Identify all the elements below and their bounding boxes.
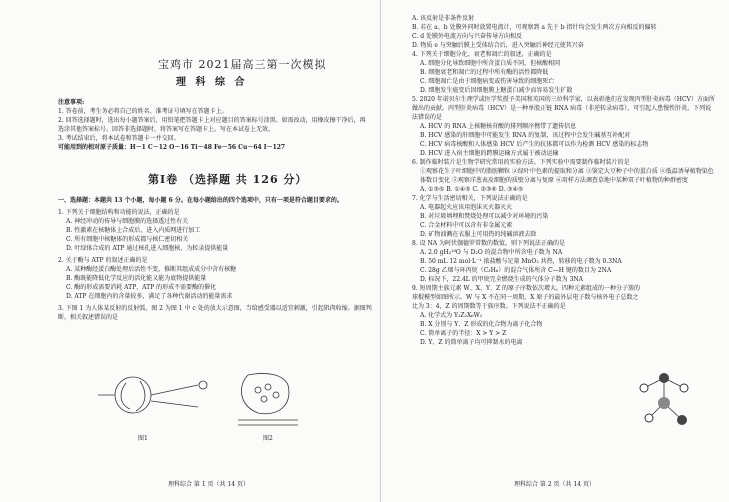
- text-line: D. 矿物油溅在衣服上可用热的纯碱溶液去除: [420, 231, 537, 238]
- reflex-arc-figures: [88, 365, 348, 445]
- text-line: D. 物质 e 与突触后膜上受体结合后，进入突触后神经元使其兴奋: [412, 42, 584, 49]
- text-line: D. 标况下，22.4L 的甲烷完全燃烧生成的气体分子数为 3NA: [420, 276, 583, 283]
- question-list-right: [412, 14, 717, 347]
- atomic-mass-note: 可能用到的相对原子质量：H－1 C－12 O－16 Ti－48 Fe－56 Cu－64 I－127: [58, 144, 286, 151]
- exam-title: 宝鸡市 2021届高三第一次模拟: [158, 58, 327, 71]
- question-option: D. ATP 在细胞内的含量较多，满足了各种代谢活动的能量需求: [66, 293, 233, 300]
- question-option: C. 酶的形成需要消耗 ATP，ATP 的形成不需要酶的催化: [66, 284, 217, 291]
- text-line: 7. 化学与生活密切相关，下列说法正确的是: [412, 195, 528, 202]
- text-line: 6. 制作临时装片是生物学研究常用的实验方法。下列实验中需要制作临时装片的是: [412, 159, 630, 166]
- question-stem: 3. 下图 1 为人体某反射的反射弧，图 2 为图 1 中 c 处的放大示意图，当给感受器以适宜刺激，引起肌肉收缩。据图判断，相关叙述错误的是: [58, 305, 372, 321]
- left-page: [28, 0, 378, 502]
- question-option: A. 某种酶经蛋白酶处理后活性不变，推断其组成成分中含有核糖: [66, 266, 237, 273]
- figure-1-drawing: [98, 377, 207, 413]
- text-line: A. 细胞分化导致细胞中所含蛋白质不同，但核酸相同: [420, 60, 561, 67]
- text-line: A. 化学式为 Y₂Z₂X₆W₂: [420, 312, 483, 319]
- text-line: B. X 分别与 Y、Z 形成的化合物为离子化合物: [420, 321, 543, 328]
- question-stem: 1. 下列关于细胞结构和功能的说法，正确的是: [58, 209, 180, 216]
- text-line: D. Y、Z 的简单离子均可抑制水的电离: [420, 339, 523, 346]
- text-line: B. 若在 a、b 处膜外同时放置电流计，可观察到 a 先于 b 指针均会发生两次方向相反的偏转: [412, 24, 657, 31]
- right-page: [384, 0, 720, 502]
- figure-area: [88, 365, 348, 445]
- text-line: B. 50 mL 12 mol·L⁻¹ 浓盐酸与足量 MnO₂ 共热，转移的电子数为 0.3NA: [420, 258, 622, 265]
- text-line: 4. 下列关于细胞分化、衰老和凋亡的叙述，正确的是: [412, 51, 552, 58]
- text-line: A. 2.0 gH₂¹⁸O 与 D₂O 的混合物中所含电子数为 NA: [420, 249, 563, 256]
- text-line: D. HCV 进入宿主细胞的跨膜运输方式属于被动运输: [420, 150, 559, 157]
- notes-section: [58, 98, 368, 152]
- note-item: 1. 答卷前，考生务必将自己的姓名、准考证号填写在答题卡上。: [58, 108, 228, 115]
- note-item: 3. 考试结束后，将本试卷和答题卡一并交回。: [58, 135, 180, 142]
- figure-2-label: 图2: [263, 435, 273, 442]
- text-line: A. ①③⑤ B. ①④⑤ C. ②③⑥ D. ③④⑤: [420, 186, 524, 193]
- text-line: C. 简单离子的半径：X > Y > Z: [420, 330, 507, 337]
- figure-1-label: 图1: [138, 435, 148, 442]
- molecule-ball-stick-model: [634, 368, 704, 438]
- text-line: A. HCV 的 RNA 上核糖核苷酸的排列顺序携带了遗传信息: [420, 123, 577, 130]
- question-option: C. 所有细胞中核糖体的形成都与核仁密切相关: [66, 236, 189, 243]
- note-item: 2. 回答选择题时，选出每小题答案后，用铅笔把答题卡上对应题目的答案标号涂黑。如需改动，用橡皮擦干净后，再选涂其他答案标号。回答非选择题时，将答案写在答题卡上。写在本试卷上无效。: [58, 117, 366, 133]
- text-line: 9. 短周期主族元素 W、X、Y、Z 的原子序数依次增大。四种元素组成的一种分子簇的球棍模型如图所示。W 与 X 不在同一周期，X 原子的最外层电子数与核外电子总数之比为 3：4，Z 的周期数等于族序数。下列说法不正确的是: [412, 285, 641, 310]
- page-footer: 理科综合 第 2 页（共 14 页）: [514, 481, 595, 488]
- text-line: C. 细胞凋亡是由于细胞病变或伤害导致的细胞死亡: [420, 78, 555, 85]
- question-stem: 2. 关于酶与 ATP 的叙述正确的是: [58, 257, 148, 264]
- page-footer: 理科综合 第 1 页（共 14 页）: [168, 481, 249, 488]
- figure-2-drawing: [238, 373, 298, 425]
- subject-title: 理 科 综 合: [176, 77, 248, 88]
- text-line: C. HCV 病毒核酸和人体感染 HCV 后产生的抗体都可以作为检测 HCV 感染的标志物: [420, 141, 649, 148]
- text-line: D. 细胞发生癌变后因细胞膜上糖蛋白减少而容易发生扩散: [420, 87, 573, 94]
- text-line: ①观察花生子叶细胞中的脂肪颗粒 ②绿叶中色素的提取和分离 ③鉴定大豆种子中的蛋白质 ④低温诱导植物染色体数目变化 ⑤观察洋葱表皮细胞的质壁分离与复原 ⑥用样方法调查草地中某种双子叶植物的种群密度: [420, 168, 714, 184]
- instruction: 一、选择题：本题共 13 个小题，每小题 6 分。在每小题给出的四个选项中，只有一项是符合题目要求的。: [58, 197, 343, 204]
- part-title: 第Ⅰ卷 （选择题 共 126 分）: [148, 173, 308, 186]
- question-list-left: [58, 196, 378, 322]
- text-line: C. d 处膜外电流方向与兴奋传导方向相反: [412, 33, 522, 40]
- text-line: B. 对垃圾填埋和焚烧处理可以减少对环境的污染: [420, 213, 549, 220]
- question-option: B. 性激素在核糖体上合成后，进入内质网进行加工: [66, 227, 201, 234]
- text-line: A. 电器起火应该用泡沫灭火器灭火: [420, 204, 513, 211]
- page-fold: [380, 0, 381, 502]
- text-line: C. 合金材料中可以含有非金属元素: [420, 222, 513, 229]
- text-line: 5. 2020 年诺贝尔生理学或医学奖授予美国和英国的三位科学家，以表彰他们在发现丙型肝炎病毒（HCV）方面所做出的贡献。丙型肝炎病毒（HCV）是一种单股正链 RNA 病毒（非逆转录病毒），可引起人患慢性肝炎。下列说法错误的是: [412, 96, 715, 121]
- text-line: 8. 设 NA 为阿伏伽德罗常数的数值，则下列说法正确的是: [412, 240, 566, 247]
- text-line: B. 细胞衰老和凋亡的过程中所有酶的活性都降低: [420, 69, 549, 76]
- text-line: C. 28g 乙烯与环丙烷（C₃H₆）的混合气体所含 C—H 键的数目为 2NA: [420, 267, 612, 274]
- question-option: D. 叶绿体合成的 ATP 通过核孔进入细胞核，为转录提供能量: [66, 245, 229, 252]
- text-line: B. HCV 感染的肝细胞中可能发生 RNA 的复制，该过程中会发生碱基互补配对: [420, 132, 631, 139]
- notes-heading: 注意事项:: [58, 99, 85, 106]
- question-option: B. 酶既能降低化学反应的活化能又能为底物提供能量: [66, 275, 207, 282]
- text-line: A. 该反射是非条件反射: [412, 15, 475, 22]
- question-option: A. 神经冲动的传导与细胞膜的选择透过性有关: [66, 218, 189, 225]
